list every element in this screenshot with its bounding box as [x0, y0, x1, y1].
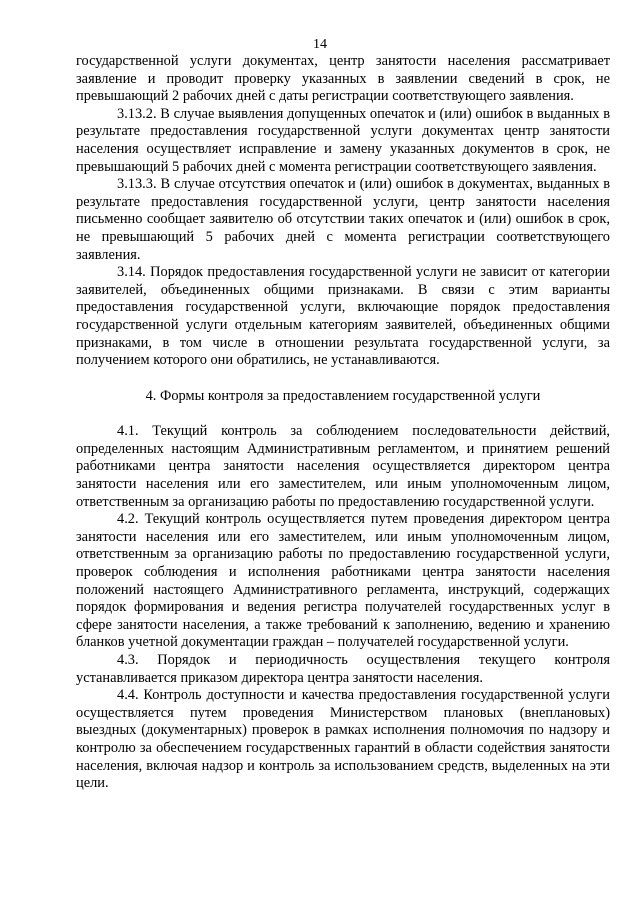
paragraph-4-1: 4.1. Текущий контроль за соблюдением последовательности действий, определенных настоящим Административным регламентом, и принятием решений работниками центра занятости населения осуществляется директором центра занятости населения или его заместителем, или иным уполномоченным лицом, ответственным за организацию работы по предоставлению государственной услуги. — [76, 423, 610, 510]
section-heading: 4. Формы контроля за предоставлением государственной услуги — [145, 387, 541, 404]
paragraph-4-3: 4.3. Порядок и периодичность осуществления текущего контроля устанавливается приказом директора центра занятости населения. — [76, 652, 610, 686]
paragraph-3-13-2: 3.13.2. В случае выявления допущенных опечаток и (или) ошибок в выданных в результате предоставления государственной услуги документах центр занятости населения осуществляет исправление и замену указанных документов в срок, не превышающий 5 рабочих дней с момента регистрации соответствующего заявления. — [76, 105, 610, 175]
paragraph-continuation: государственной услуги документах, центр занятости населения рассматривает заявление и проводит проверку указанных в заявлении сведений в срок, не превышающий 2 рабочих дней с даты регистрации соответствующего заявления. — [76, 53, 610, 105]
paragraph-4-2: 4.2. Текущий контроль осуществляется путем проведения директором центра занятости населения или его заместителем, или иным уполномоченным лицом, ответственным за организацию работы по предоставлению государственной услуги, проверок соблюдения и исполнения работниками центра занятости населения положений настоящего Административного регламента, инструкций, содержащих порядок формирования и ведения регистра получателей государственных услуг в сфере занятости населения, а также требований к заполнению, ведению и хранению бланков учетной документации граждан – получателей государственной услуги. — [76, 511, 610, 651]
paragraph-3-13-3: 3.13.3. В случае отсутствия опечаток и (или) ошибок в документах, выданных в результате предоставления государственной услуги, центр занятости населения письменно сообщает заявителю об отсутствии таких опечаток и (или) ошибок в срок, не превышающий 5 рабочих дней с момента регистрации соответствующего заявления. — [76, 176, 610, 263]
paragraph-3-14: 3.14. Порядок предоставления государственной услуги не зависит от категории заявителей, объединенных общими признаками. В связи с этим варианты предоставления государственной услуги, включающие порядок предоставления государственной услуги отдельным категориям заявителей, объединенных общими признаками, в том числе в отношении результата государственной услуги, за получением которого они обратились, не устанавливаются. — [76, 264, 610, 369]
page-number: 14 — [313, 37, 327, 52]
document-body — [76, 53, 610, 793]
paragraph-4-4: 4.4. Контроль доступности и качества предоставления государственной услуги осуществляется путем проведения Министерством плановых (внеплановых) выездных (документарных) проверок в рамках исполнения полномочия по надзору и контролю за обеспечением государственных гарантий в области содействия занятости населения, включая надзор и контроль за использованием средств, выделенных на эти цели. — [76, 687, 610, 792]
